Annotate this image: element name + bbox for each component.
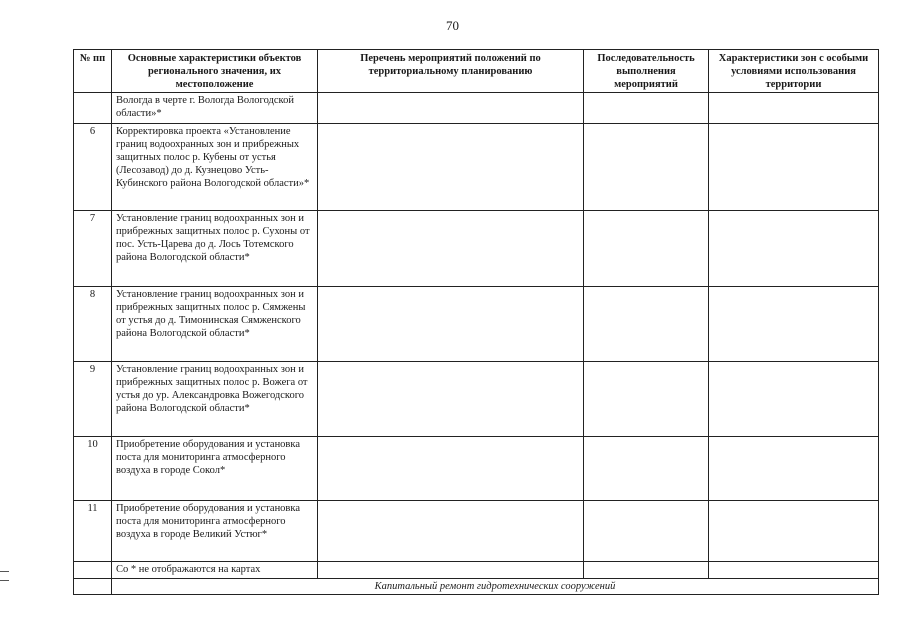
table-row <box>74 211 879 287</box>
table-row <box>74 437 879 501</box>
section-row <box>74 579 879 595</box>
row-number: 7 <box>74 211 112 287</box>
footnote-text: Со * не отображаются на картах <box>112 562 318 579</box>
row-zones-cell <box>709 93 879 124</box>
table-row <box>74 93 879 124</box>
row-number: 11 <box>74 501 112 562</box>
margin-mark <box>0 580 9 581</box>
row-description: Установление границ водоохранных зон и прибрежных защитных полос р. Сухоны от пос. Усть-Царева до д. Лось Тотемского района Вологодской области* <box>112 211 318 287</box>
row-measures-cell <box>318 362 584 437</box>
table-row <box>74 287 879 362</box>
header-number: № пп <box>74 50 112 93</box>
row-measures-cell <box>318 124 584 211</box>
row-sequence-cell <box>584 124 709 211</box>
row-sequence-cell <box>584 93 709 124</box>
planning-table <box>73 49 879 595</box>
row-zones-cell <box>709 287 879 362</box>
page-number: 70 <box>446 18 459 33</box>
row-description: Установление границ водоохранных зон и прибрежных защитных полос р. Сямжены от устья до д. Тимонинская Сямженского района Вологодской области* <box>112 287 318 362</box>
row-measures-cell <box>318 211 584 287</box>
row-number: 8 <box>74 287 112 362</box>
row-number: 10 <box>74 437 112 501</box>
note-zones-cell <box>709 562 879 579</box>
header-zones: Характеристики зон с особыми условиями использования территории <box>709 50 879 93</box>
row-sequence-cell <box>584 211 709 287</box>
row-number: 9 <box>74 362 112 437</box>
row-measures-cell <box>318 501 584 562</box>
row-number: 6 <box>74 124 112 211</box>
note-number-cell <box>74 562 112 579</box>
row-measures-cell <box>318 287 584 362</box>
row-description: Приобретение оборудования и установка поста для мониторинга атмосферного воздуха в городе Великий Устюг* <box>112 501 318 562</box>
note-row <box>74 562 879 579</box>
header-characteristics: Основные характеристики объектов регионального значения, их местоположение <box>112 50 318 93</box>
header-measures: Перечень мероприятий положений по территориальному планированию <box>318 50 584 93</box>
row-number <box>74 93 112 124</box>
margin-mark <box>0 571 9 572</box>
row-description: Вологда в черте г. Вологда Вологодской области»* <box>112 93 318 124</box>
row-zones-cell <box>709 211 879 287</box>
header-sequence: Последовательность выполнения мероприятий <box>584 50 709 93</box>
row-sequence-cell <box>584 437 709 501</box>
row-description: Установление границ водоохранных зон и прибрежных защитных полос р. Вожега от устья до ур. Александровка Вожегодского района Вологодской области* <box>112 362 318 437</box>
table-row <box>74 124 879 211</box>
row-measures-cell <box>318 437 584 501</box>
row-zones-cell <box>709 362 879 437</box>
section-number-cell <box>74 579 112 595</box>
note-sequence-cell <box>584 562 709 579</box>
row-measures-cell <box>318 93 584 124</box>
row-description: Приобретение оборудования и установка поста для мониторинга атмосферного воздуха в городе Сокол* <box>112 437 318 501</box>
row-description: Корректировка проекта «Установление границ водоохранных зон и прибрежных защитных полос р. Кубены от устья (Лесозавод) до д. Кузнецово Усть-Кубинского района Вологодской области»* <box>112 124 318 211</box>
row-zones-cell <box>709 124 879 211</box>
row-sequence-cell <box>584 287 709 362</box>
row-zones-cell <box>709 501 879 562</box>
row-sequence-cell <box>584 362 709 437</box>
row-zones-cell <box>709 437 879 501</box>
row-sequence-cell <box>584 501 709 562</box>
section-title: Капитальный ремонт гидротехнических сооружений <box>112 579 879 595</box>
table-row <box>74 362 879 437</box>
note-measures-cell <box>318 562 584 579</box>
table-row <box>74 501 879 562</box>
